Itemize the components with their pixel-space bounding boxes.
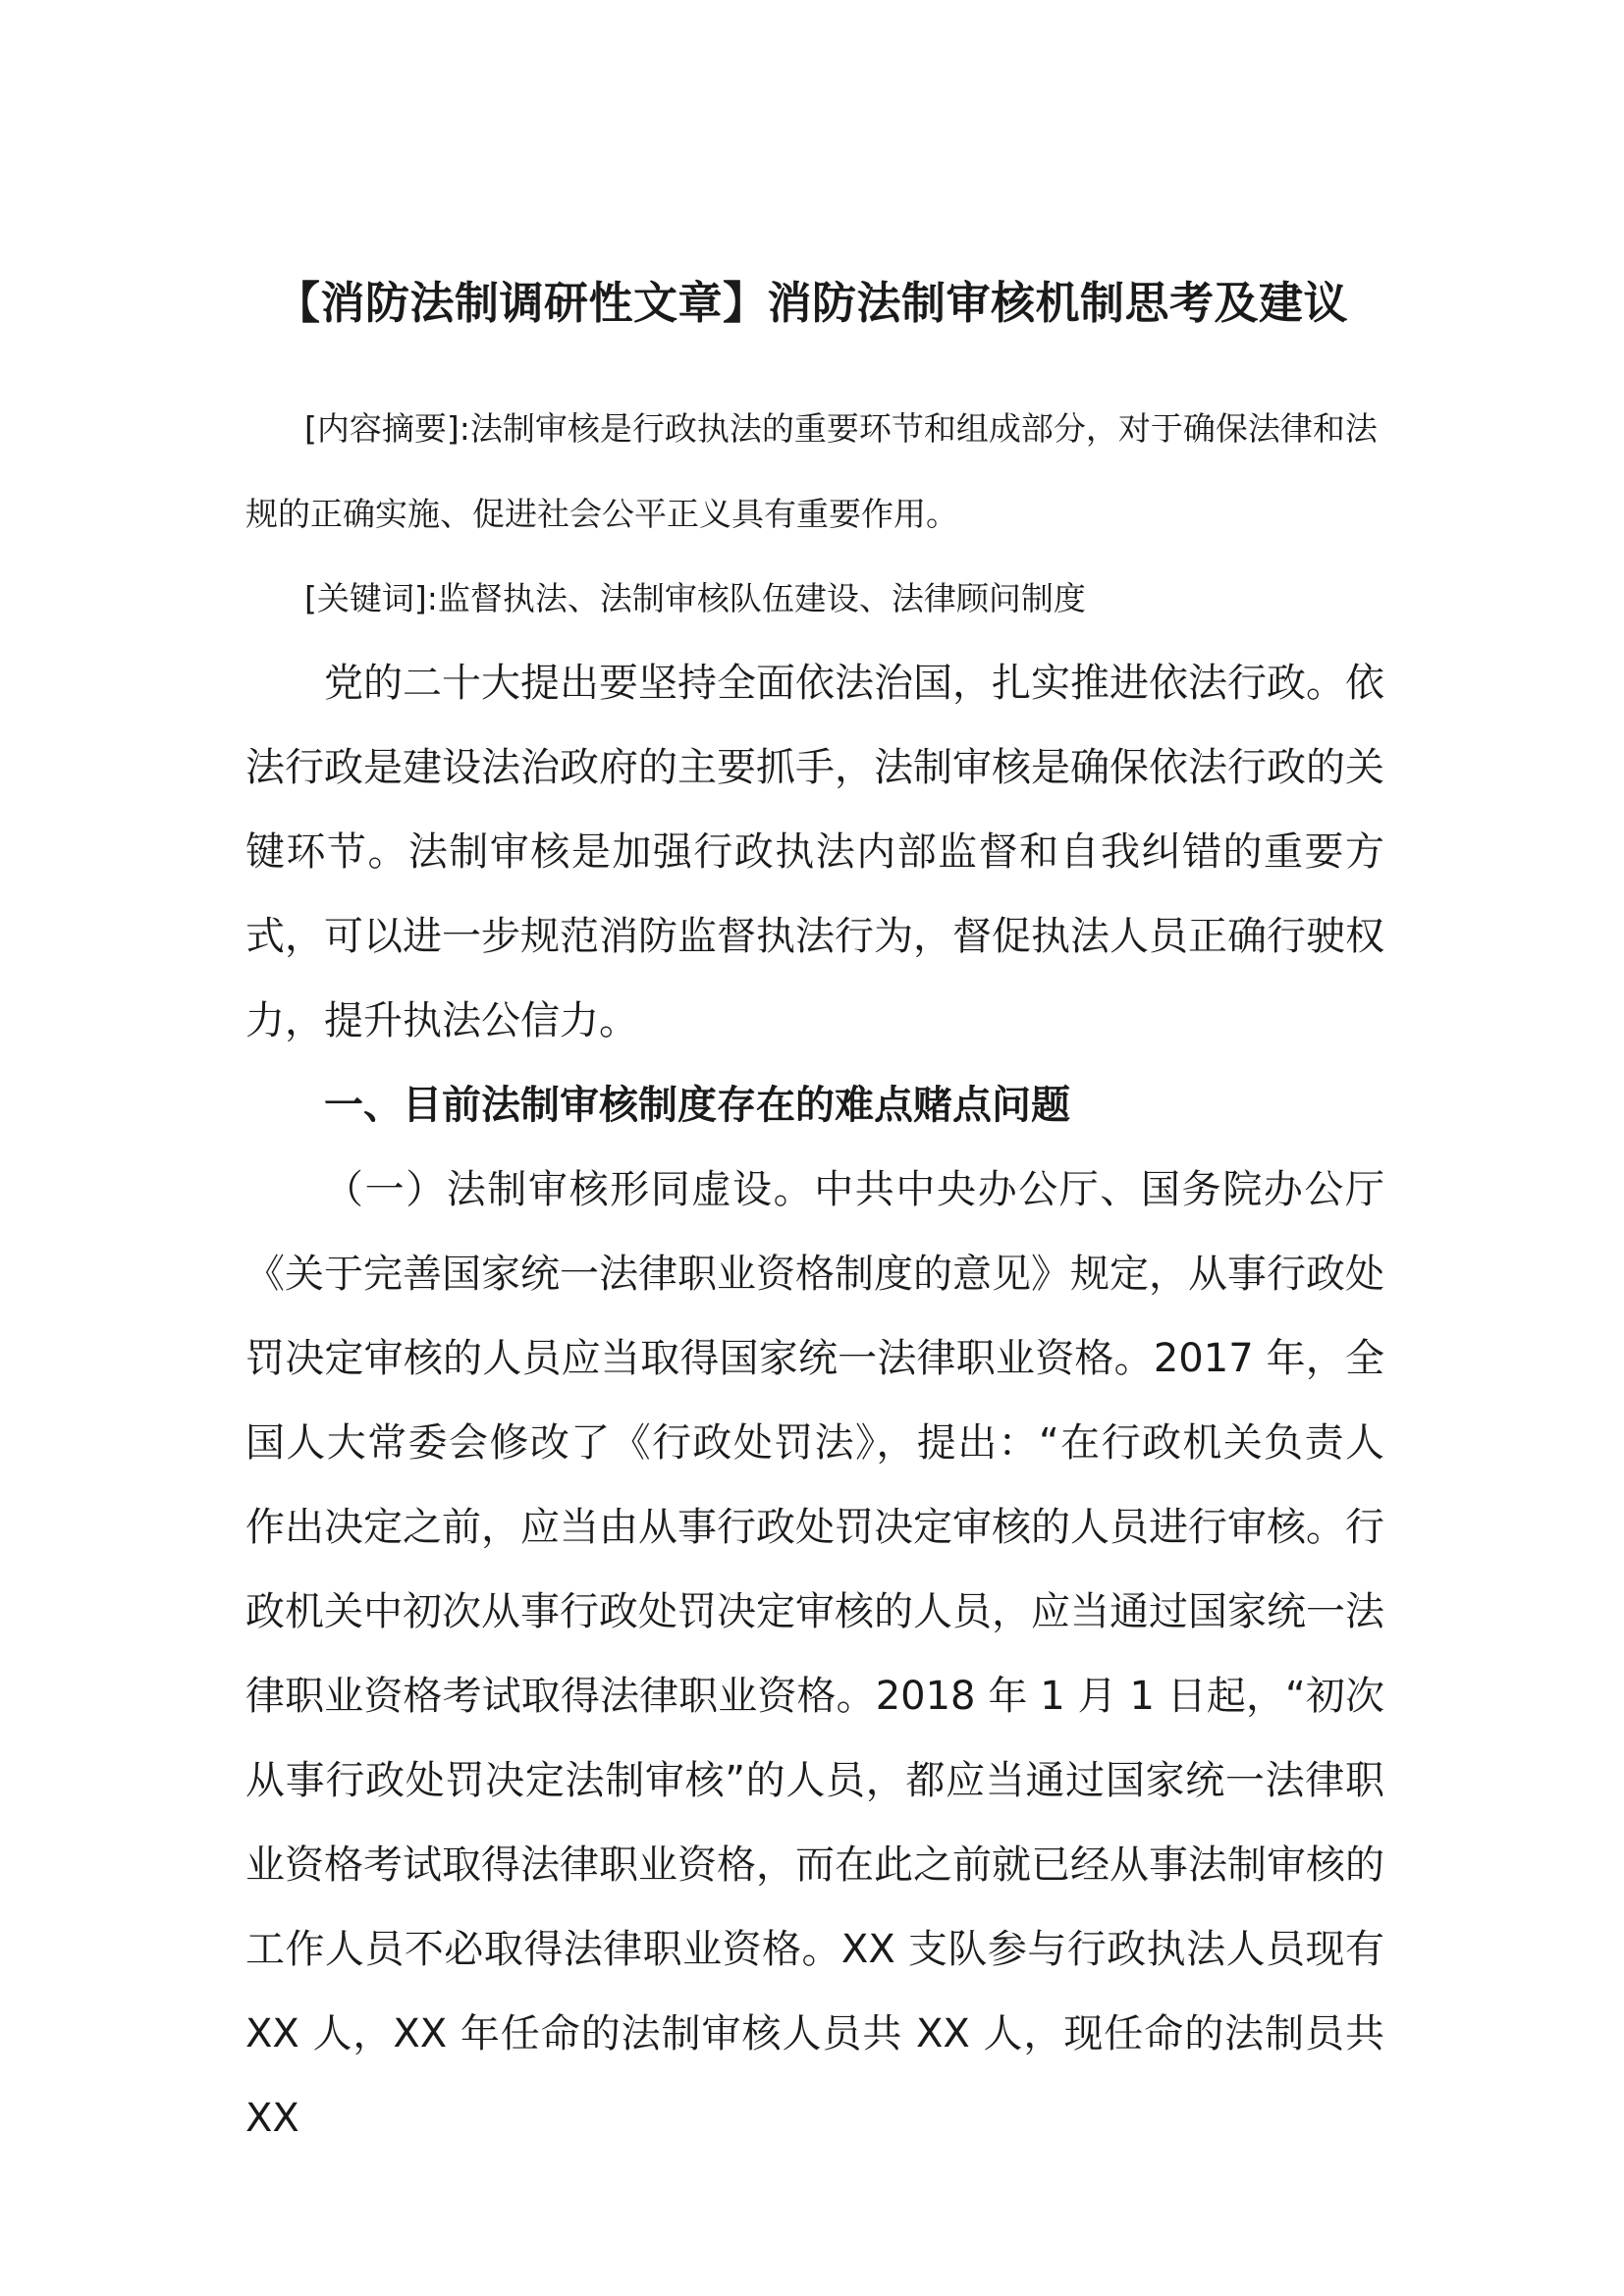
intro-paragraph: 党的二十大提出要坚持全面依法治国，扎实推进依法行政。依法行政是建设法治政府的主要抓手，法制审核是确保依法行政的关键环节。法制审核是加强行政执法内部监督和自我纠错的重要方式，可以进一步规范消防监督执法行为，督促执法人员正确行驶权力，提升执法公信力。	[245, 661, 1384, 1043]
abstract-paragraph: [内容摘要]:法制审核是行政执法的重要环节和组成部分，对于确保法律和法规的正确实施、促进社会公平正义具有重要作用。	[245, 409, 1378, 533]
section-heading: 一、目前法制审核制度存在的难点赌点问题	[324, 1083, 1070, 1128]
document-title: 【消防法制调研性文章】消防法制审核机制思考及建议	[275, 277, 1348, 329]
section-paragraph: （一）法制审核形同虚设。中共中央办公厅、国务院办公厅《关于完善国家统一法律职业资格制度的意见》规定，从事行政处罚决定审核的人员应当取得国家统一法律职业资格。2017 年，全国人大常委会修改了《行政处罚法》，提出：“在行政机关负责人作出决定之前，应当由从事行政处罚决定审核的人员进行审核。行政机关中初次从事行政处罚决定审核的人员，应当通过国家统一法律职业资格考试取得法律职业资格。2018 年 1 月 1 日起，“初次从事行政处罚决定法制审核”的人员，都应当通过国家统一法律职业资格考试取得法律职业资格，而在此之前就已经从事法制审核的工作人员不必取得法律职业资格。XX 支队参与行政执法人员现有 XX 人，XX 年任命的法制审核人员共 XX 人，现任命的法制员共 XX	[245, 1167, 1384, 2141]
keywords-paragraph: [关键词]:监督执法、法制审核队伍建设、法律顾问制度	[304, 579, 1086, 617]
